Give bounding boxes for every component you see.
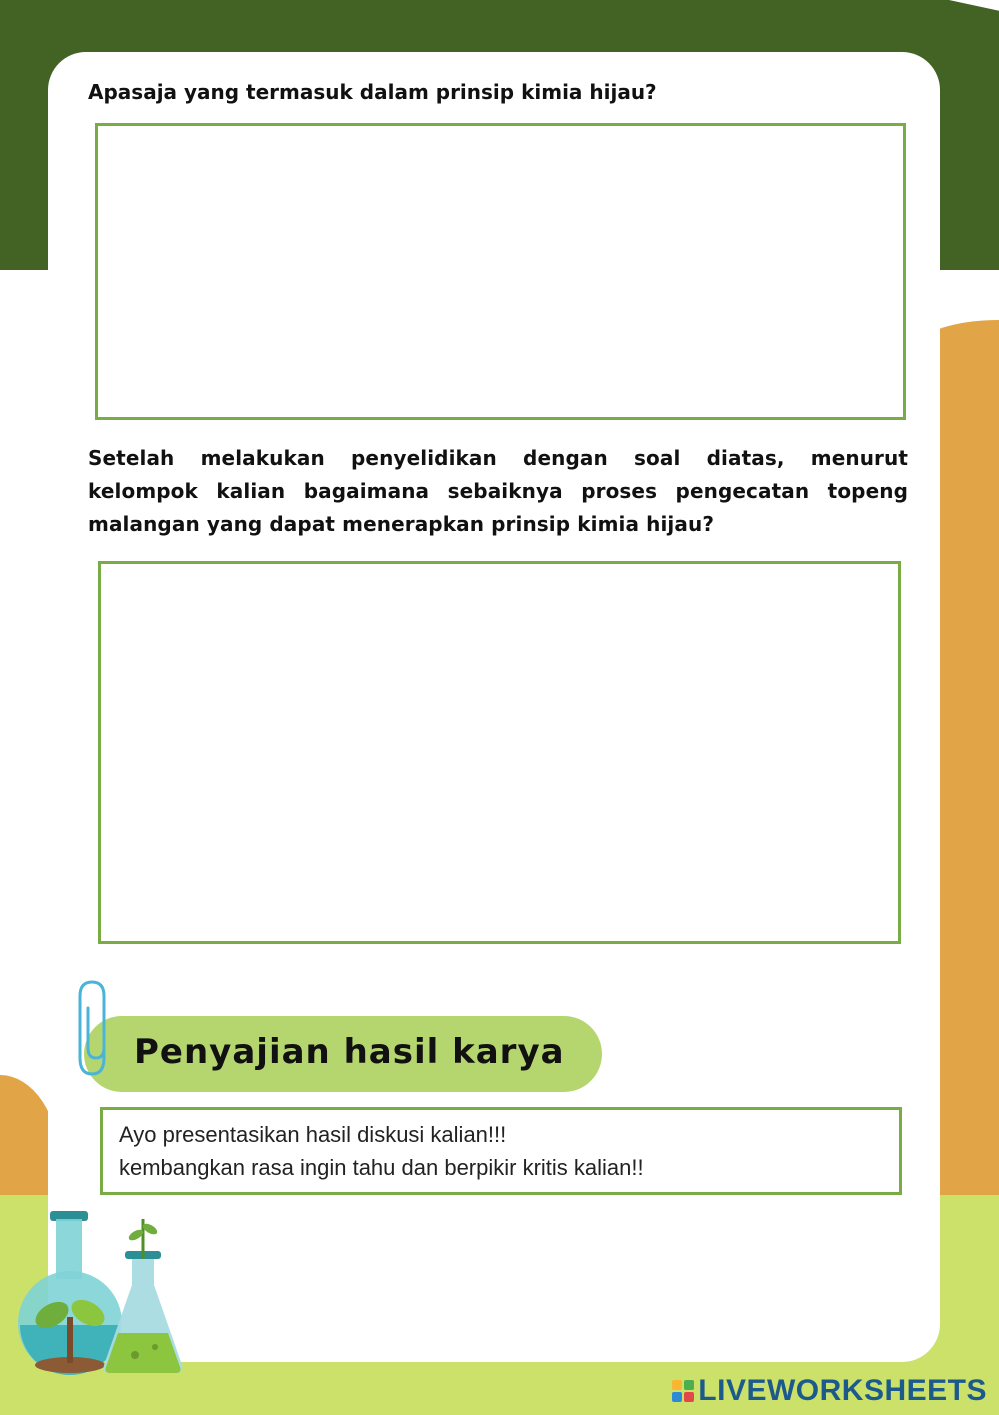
question-1: Apasaja yang termasuk dalam prinsip kimia hijau? [88, 80, 657, 104]
paperclip-icon [74, 978, 114, 1078]
brand-name: LIVEWORKSHEETS [698, 1374, 987, 1407]
flask-with-plant-icon [10, 1205, 190, 1385]
instruction-box [100, 1107, 902, 1195]
answer-box-1[interactable] [95, 123, 906, 420]
question-2: Setelah melakukan penyelidikan dengan soal diatas, menurut kelompok kalian bagaimana sebaiknya proses pengecatan topeng malangan yang dapat menerapkan prinsip kimia hijau? [88, 446, 908, 536]
section-title: Penyajian hasil karya [134, 1032, 565, 1072]
liveworksheets-logo-icon [672, 1380, 694, 1402]
liveworksheets-brand[interactable] [672, 1374, 987, 1408]
answer-box-2[interactable] [98, 561, 901, 944]
instruction-line-2: kembangkan rasa ingin tahu dan berpikir kritis kalian!! [119, 1155, 644, 1180]
instruction-line-1: Ayo presentasikan hasil diskusi kalian!!! [119, 1122, 507, 1147]
